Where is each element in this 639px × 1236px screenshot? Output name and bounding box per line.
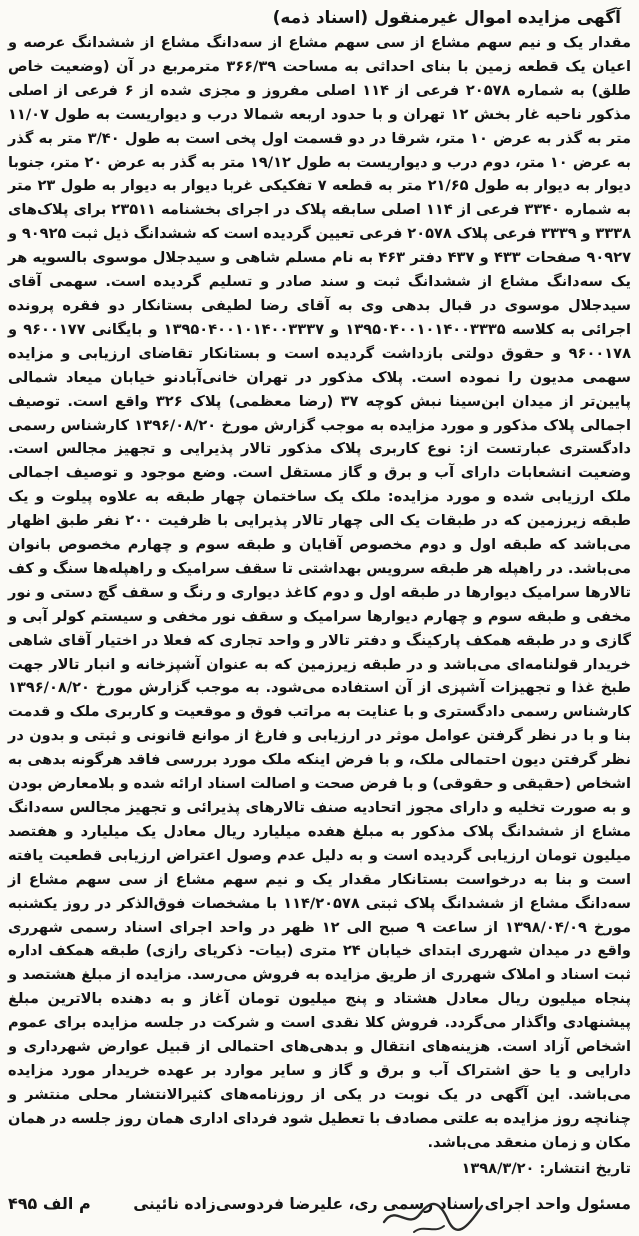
notice-body: مقدار یک و نیم سهم مشاع از سی سهم مشاع از سه‌دانگ مشاع از ششدانگ عرصه و اعیان یک قطعه زمین با بنای احداثی به مساحت ۳۶۶/۳۹ مترمربع در آن (وضعیت خاص طلق) به شماره ۲۰۵۷۸ فرعی از ۱۱۴ اصلی مفروز و مجزی شده از ۶ فرعی از اصلی مذکور ناحیه غار بخش ۱۲ تهران و با حدود اربعه شمالا درب و دیواریست به طول ۱۱/۰۷ متر به گذر به عرض ۱۰ متر، شرقا در دو قسمت اول پخی است به طول ۳/۴۰ متر به گذر به عرض ۱۰ متر، دوم درب و دیواریست به طول ۱۹/۱۲ متر به گذر به عرض ۲۰ متر، جنوبا دیوار به دیوار به طول ۲۱/۶۵ متر به قطعه ۷ تفکیکی غربا دیوار به دیوار به طول ۲۳ متر به شماره ۳۳۴۰ فرعی از ۱۱۴ اصلی سابقه پلاک در اجرای بخشنامه ۲۳۵۱۱ برای پلاک‌های ۳۳۳۸ و ۳۳۳۹ فرعی پلاک ۲۰۵۷۸ فرعی تعیین گردیده است که ششدانگ ذیل ثبت ۹۰۹۲۵ و ۹۰۹۲۷ صفحات ۴۳۳ و ۴۳۷ دفتر ۴۶۳ به نام مسلم شاهی و سیدجلال موسوی بالسویه هر یک سه‌دانگ مشاع از ششدانگ ثبت و سند صادر و تسلیم گردیده است. سهمی آقای سیدجلال موسوی در قبال بدهی وی به آقای رضا لطیفی بستانکار دو فقره پرونده اجرائی به کلاسه ۱۳۹۵۰۴۰۰۱۰۱۴۰۰۳۳۳۵ و ۱۳۹۵۰۴۰۰۱۰۱۴۰۰۳۳۳۷ و بایگانی ۹۶۰۰۱۷۷ و ۹۶۰۰۱۷۸ و حقوق دولتی بازداشت گردیده است و بستانکار تقاضای ارزیابی و مزایده سهمی مدیون را نموده است. پلاک مذکور در تهران خانی‌آبادنو خیابان میعاد شمالی پایین‌تر از میدان ابن‌سینا نبش کوچه ۳۷ (رضا معظمی) پلاک ۳۲۶ واقع است. توصیف اجمالی پلاک مذکور و مورد مزایده به موجب گزارش مورخ ۱۳۹۶/۰۸/۲۰ کارشناس رسمی دادگستری عبارتست از: نوع کاربری پلاک مذکور تالار پذیرایی و تجهیز مجالس است. وضعیت انشعابات دارای آب و برق و گاز مستقل است. وضع موجود و توصیف اجمالی ملک ارزیابی شده و مورد مزایده: ملک یک ساختمان چهار طبقه به علاوه پیلوت و یک طبقه زیرزمین که در طبقات یک الی چهار تالار پذیرایی با ظرفیت ۲۰۰ نفر طبق اظهار می‌باشد که طبقه اول و دوم مخصوص آقایان و طبقه سوم و چهارم مخصوص بانوان می‌باشد. در راهپله هر طبقه سرویس بهداشتی تا سقف سرامیک و راهپله‌ها سنگ و کف تالارها سرامیک دیوارها در طبقه اول و دوم کاغذ دیواری و رنگ و سقف گچ دستی و نور مخفی و طبقه سوم و چهارم دیوارها سرامیک و سقف نور مخفی و سیستم کولر آبی و گازی و در طبقه همکف پارکینگ و دفتر تالار و واحد تجاری که فعلا در اختیار آقای شاهی خریدار قولنامه‌ای می‌باشد و در طبقه زیرزمین که به عنوان آشپزخانه و انبار تالار جهت طبخ غذا و تجهیزات آشپزی از آن استفاده می‌شود. به موجب گزارش مورخ ۱۳۹۶/۰۸/۲۰ کارشناس رسمی دادگستری و با عنایت به مراتب فوق و موقعیت و کاربری ملک و قدمت بنا و با در نظر گرفتن عوامل موثر در ارزیابی و فارغ از موانع قانونی و ثبتی و بدون در نظر گرفتن دیون احتمالی ملک، و با فرض اینکه ملک مورد بررسی فاقد هرگونه بدهی به اشخاص (حقیقی و حقوقی) و با فرض صحت و اصالت اسناد ارائه شده و بلامعارض بودن و به صورت تخلیه و دارای مجوز اتحادیه صنف تالارهای پذیرائی و تجهیز مجالس سه‌دانگ مشاع از ششدانگ پلاک مذکور به مبلغ هفده میلیارد ریال معادل یک میلیارد و هفتصد میلیون تومان ارزیابی گردیده است و به دلیل عدم وصول اعتراض ارزیابی قطعیت یافته است و بنا به درخواست بستانکار مقدار یک و نیم سهم مشاع از سی سهم مشاع از سه‌دانگ مشاع از ششدانگ پلاک ثبتی ۱۱۴/۲۰۵۷۸ با مشخصات فوق‌الذکر در روز یکشنبه مورخ ۱۳۹۸/۰۴/۰۹ از ساعت ۹ صبح الی ۱۲ ظهر در واحد اجرای اسناد رسمی شهرری واقع در میدان شهرری ابتدای خیابان ۲۴ متری (بیات- ذکریای رازی) طبقه همکف اداره ثبت اسناد و املاک شهرری از طریق مزایده به فروش می‌رسد. مزایده از مبلغ هشتصد و پنجاه میلیون ریال معادل هشتاد و پنج میلیون تومان آغاز و به دهنده بالاترین مبلغ پیشنهادی واگذار می‌گردد. فروش کلا نقدی است و شرکت در جلسه مزایده برای عموم اشخاص آزاد است. هزینه‌های انتقال و بدهی‌های احتمالی از قبیل عوارض شهرداری و دارایی و یا حق اشتراک آب و برق و گاز و سایر موارد بر عهده خریدار مورد مزایده می‌باشد. این آگهی در یک نوبت در یکی از روزنامه‌های کثیرالانتشار محلی منتشر و چنانچه روز مزایده به علتی مصادف با تعطیل شود فردای اداری همان روز جلسه در همان مکان و زمان منعقد می‌باشد. <box>8 34 632 1151</box>
signature-icon <box>378 1196 488 1236</box>
notice-footer <box>8 1189 631 1219</box>
publication-date: تاریخ انتشار: ۱۳۹۸/۳/۲۰ <box>461 1159 631 1177</box>
notice-title: آگهی مزایده اموال غیرمنقول (اسناد ذمه) <box>272 8 621 28</box>
notice-code: م الف ۴۹۵ <box>8 1194 91 1214</box>
signatory-line: مسئول واحد اجرای اسناد رسمی ری، علیرضا فردوسی‌زاده نائینی <box>133 1194 631 1213</box>
